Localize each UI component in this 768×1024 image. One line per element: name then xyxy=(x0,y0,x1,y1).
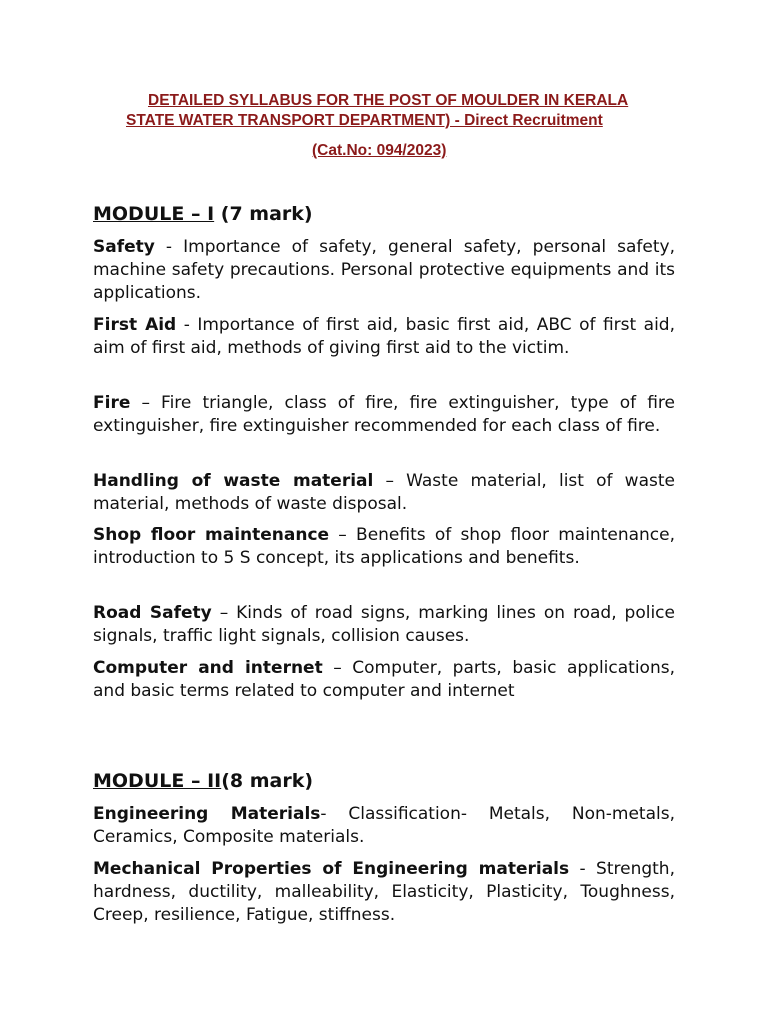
topic-term: Computer and internet xyxy=(93,658,323,678)
topic-first-aid xyxy=(93,314,675,360)
topic-separator: – xyxy=(373,471,407,491)
module-1-heading xyxy=(93,203,313,225)
topic-engineering-materials xyxy=(93,803,675,849)
topic-safety xyxy=(93,236,675,305)
topic-waste-material xyxy=(93,470,675,516)
topic-term: Safety xyxy=(93,237,155,257)
topic-separator: - xyxy=(569,859,597,879)
topic-separator: – xyxy=(329,525,357,545)
topic-description: Classification- Metals, Non-metals, Ceramics, Composite materials. xyxy=(93,804,675,847)
topic-description: Fire triangle, class of fire, fire extinguisher, type of fire extinguisher, fire extinguisher recommended for each class of fire. xyxy=(93,393,675,436)
module-1-marks: (7 mark) xyxy=(214,203,313,225)
topic-separator: - xyxy=(154,237,184,257)
topic-separator: - xyxy=(320,804,349,824)
topic-description: Waste material, list of waste material, methods of waste disposal. xyxy=(93,471,675,514)
module-2-marks: (8 mark) xyxy=(221,770,314,792)
topic-separator: – xyxy=(322,658,353,678)
module-2-heading xyxy=(93,770,313,792)
topic-road-safety xyxy=(93,602,675,648)
topic-mechanical-properties xyxy=(93,858,675,927)
topic-fire xyxy=(93,392,675,438)
topic-description: Computer, parts, basic applications, and basic terms related to computer and internet xyxy=(93,658,675,701)
topic-description: Importance of first aid, basic first aid, ABC of first aid, aim of first aid, methods of giving first aid to the victim. xyxy=(93,315,675,358)
category-number: (Cat.No: 094/2023) xyxy=(312,142,447,159)
topic-description: Strength, hardness, ductility, malleability, Elasticity, Plasticity, Toughness, Creep, resilience, Fatigue, stiffness. xyxy=(93,859,675,925)
module-2-title: MODULE – II xyxy=(93,770,222,792)
topic-separator: – xyxy=(211,603,237,623)
topic-description: Benefits of shop floor maintenance, introduction to 5 S concept, its applications and benefits. xyxy=(93,525,675,568)
module-1-title: MODULE – I xyxy=(93,203,215,225)
topic-shop-floor xyxy=(93,524,675,570)
topic-term: Mechanical Properties of Engineering materials xyxy=(93,859,570,879)
syllabus-title-line-1: DETAILED SYLLABUS FOR THE POST OF MOULDER IN KERALA xyxy=(148,92,629,109)
topic-term: First Aid xyxy=(93,315,177,335)
syllabus-title-line-2: STATE WATER TRANSPORT DEPARTMENT) - Direct Recruitment xyxy=(126,112,603,129)
topic-term: Fire xyxy=(93,393,131,413)
topic-term: Road Safety xyxy=(93,603,212,623)
topic-description: Kinds of road signs, marking lines on road, police signals, traffic light signals, collision causes. xyxy=(93,603,675,646)
topic-separator: – xyxy=(130,393,162,413)
topic-term: Handling of waste material xyxy=(93,471,374,491)
topic-term: Shop floor maintenance xyxy=(93,525,330,545)
topic-description: Importance of safety, general safety, personal safety, machine safety precautions. Personal protective equipments and its applications. xyxy=(93,237,675,303)
topic-term: Engineering Materials xyxy=(93,804,321,824)
topic-separator: - xyxy=(176,315,198,335)
topic-computer-internet xyxy=(93,657,675,703)
